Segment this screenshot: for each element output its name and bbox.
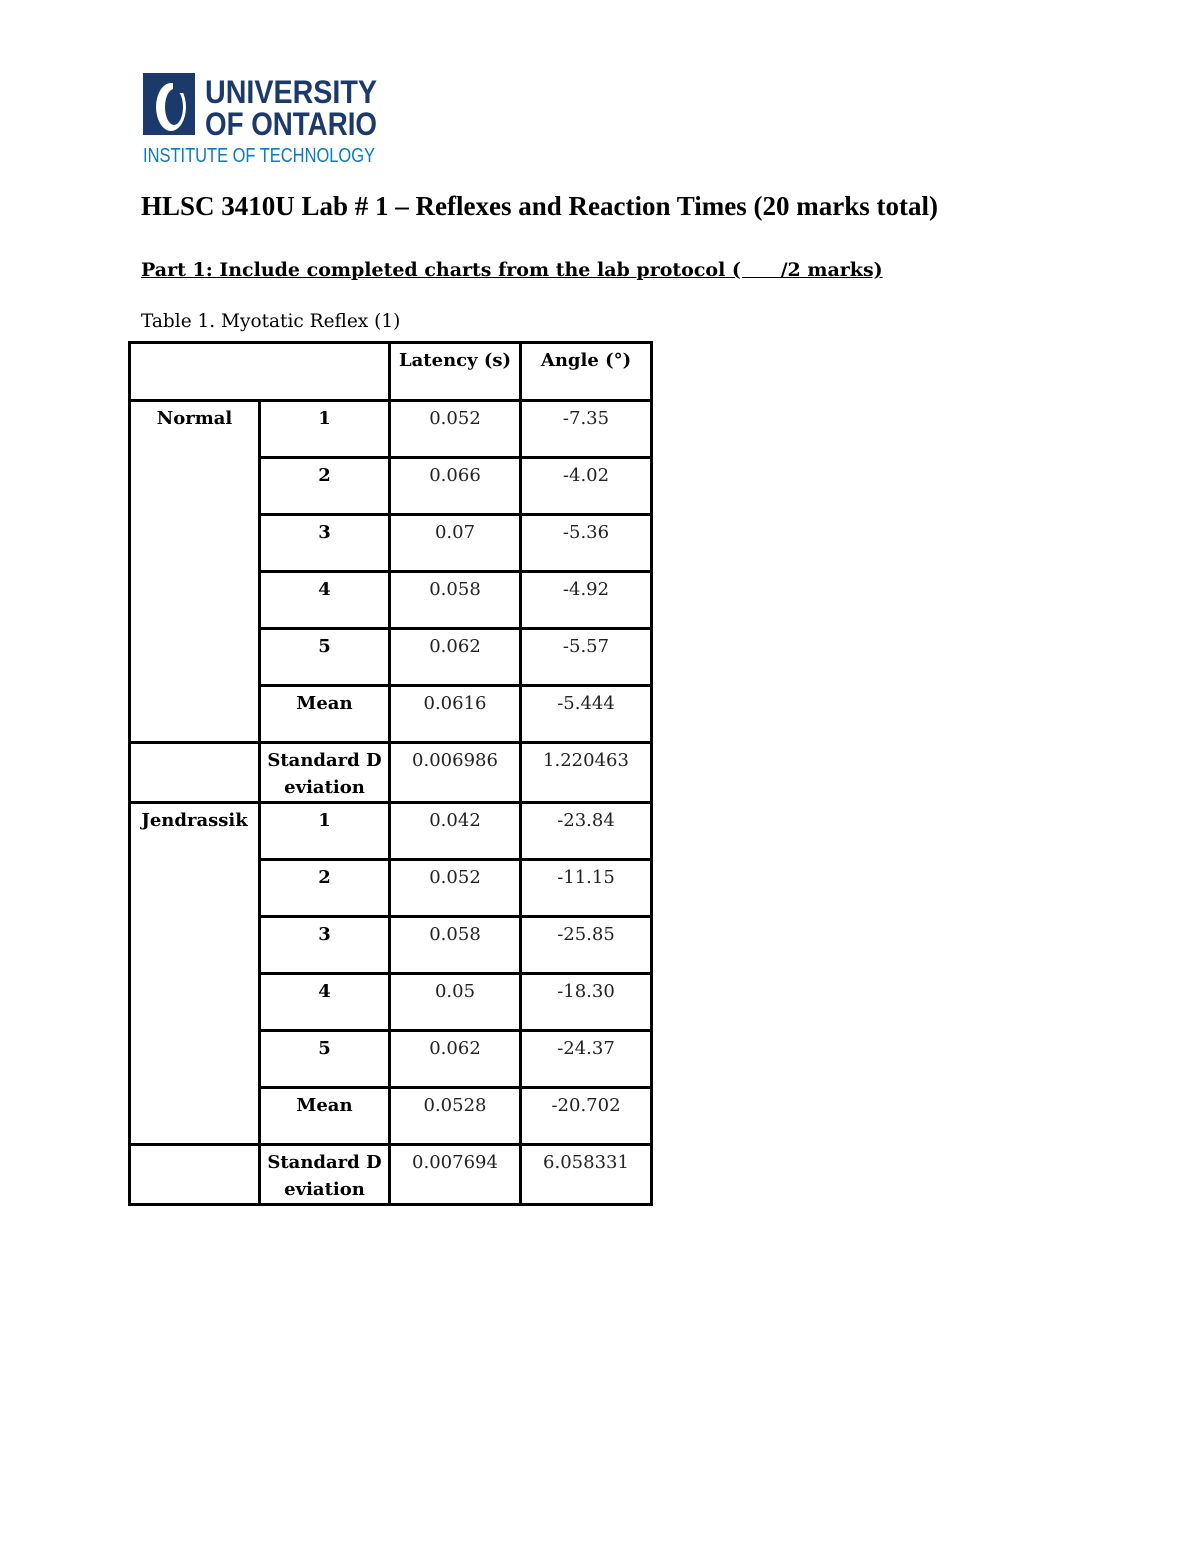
angle-value: -5.444 [521,686,652,743]
header-latency: Latency (s) [390,343,521,401]
table-row [130,803,652,860]
latency-value: 0.066 [390,458,521,515]
logo-line-1: UNIVERSITY [205,74,377,110]
angle-value: -24.37 [521,1031,652,1088]
latency-value: 0.058 [390,572,521,629]
myotatic-reflex-table [128,341,653,1206]
table-row [130,1145,652,1205]
angle-value: 1.220463 [521,743,652,803]
angle-value: -7.35 [521,401,652,458]
angle-value: -18.30 [521,974,652,1031]
table-caption: Table 1. Myotatic Reflex (1) [141,311,401,332]
sd-label: Standard Deviation [260,743,390,803]
condition-normal: Normal [130,401,260,743]
angle-value: -5.57 [521,629,652,686]
angle-value: -4.02 [521,458,652,515]
condition-jendrassik: Jendrassik [130,803,260,1145]
trial-label: Mean [260,1088,390,1145]
angle-value: -20.702 [521,1088,652,1145]
empty-condition-cell [130,743,260,803]
latency-value: 0.07 [390,515,521,572]
trial-label: 4 [260,572,390,629]
angle-value: -25.85 [521,917,652,974]
trial-label: 5 [260,1031,390,1088]
table-row [130,743,652,803]
logo-line-3: INSTITUTE OF TECHNOLOGY [143,145,375,167]
trial-label: 1 [260,401,390,458]
trial-label: 3 [260,515,390,572]
document-title: HLSC 3410U Lab # 1 – Reflexes and Reaction Times (20 marks total) [141,191,938,221]
angle-value: -5.36 [521,515,652,572]
part-1-heading: Part 1: Include completed charts from the lab protocol ( /2 marks) [141,259,883,281]
latency-value: 0.052 [390,401,521,458]
latency-value: 0.058 [390,917,521,974]
latency-value: 0.0616 [390,686,521,743]
latency-value: 0.05 [390,974,521,1031]
university-logo-graphic [143,73,383,168]
latency-value: 0.007694 [390,1145,521,1205]
angle-value: 6.058331 [521,1145,652,1205]
table-header-row [130,343,652,401]
trial-label: 3 [260,917,390,974]
trial-label: 5 [260,629,390,686]
angle-value: -11.15 [521,860,652,917]
trial-label: 4 [260,974,390,1031]
latency-value: 0.042 [390,803,521,860]
trial-label: 1 [260,803,390,860]
empty-condition-cell [130,1145,260,1205]
sd-label: Standard Deviation [260,1145,390,1205]
university-logo [143,73,383,168]
header-angle: Angle (°) [521,343,652,401]
latency-value: 0.062 [390,1031,521,1088]
latency-value: 0.006986 [390,743,521,803]
trial-label: 2 [260,860,390,917]
latency-value: 0.0528 [390,1088,521,1145]
table-row [130,401,652,458]
angle-value: -4.92 [521,572,652,629]
trial-label: 2 [260,458,390,515]
logo-line-2: OF ONTARIO [205,106,377,142]
latency-value: 0.052 [390,860,521,917]
header-empty-cell [130,343,390,401]
trial-label: Mean [260,686,390,743]
latency-value: 0.062 [390,629,521,686]
angle-value: -23.84 [521,803,652,860]
